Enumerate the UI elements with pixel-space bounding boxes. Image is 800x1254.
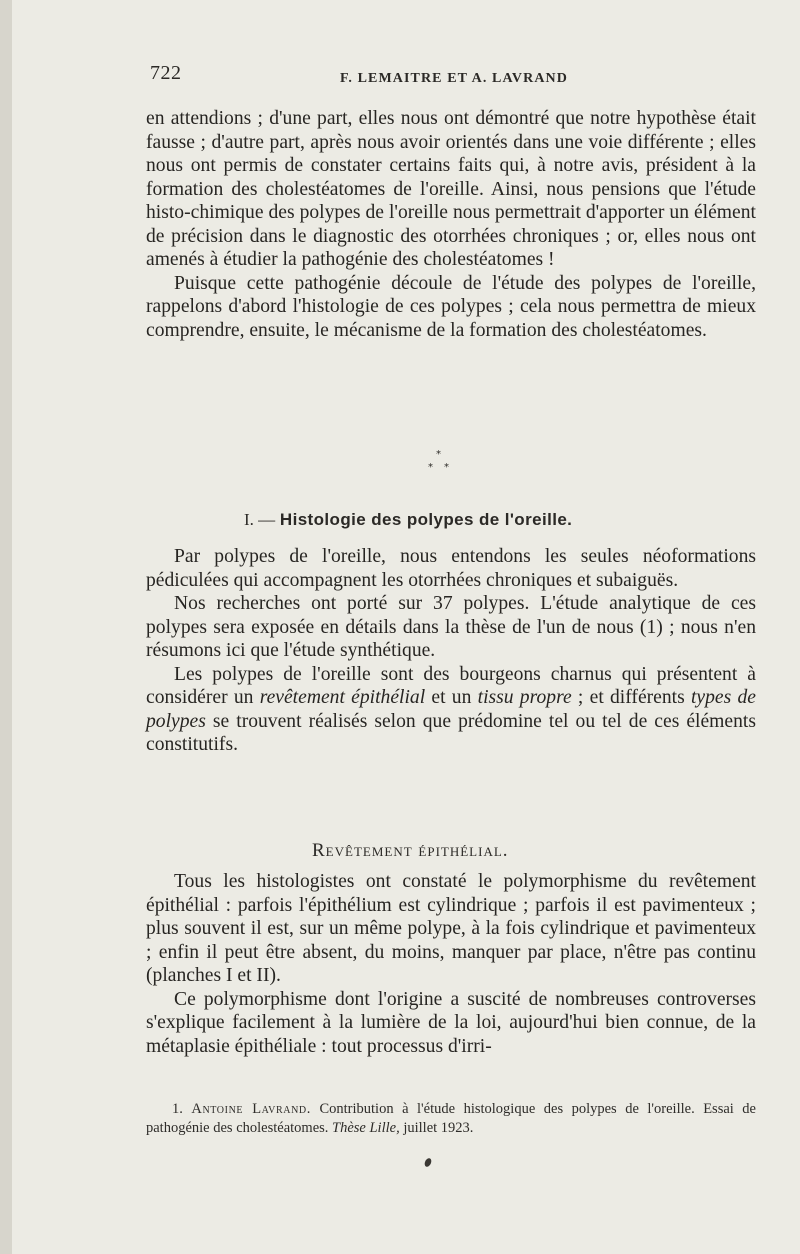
section-title: Histologie des polypes de l'oreille. — [279, 510, 573, 529]
paragraph: en attendions ; d'une part, elles nous ont démontré que notre hypothèse était fausse ; d'autre part, après nous avoir orientés dans une voie différente ; elles nous ont permis de constater certains faits qui, à notre avis, président à la formation des cholestéatomes de l'oreille. Ainsi, nous pensions que l'étude histo-chimique des polypes de l'oreille nous permettrait d'apporter un élément de précision dans le diagnostic des otorrhées chroniques ; or, elles nous ont amenés à étudier la pathogénie des cholestéatomes ! — [146, 108, 756, 270]
paragraph: Nos recherches ont porté sur 37 polypes. L'étude analytique de ces polypes sera exposée en détails dans la thèse de l'un de nous (1) ; nous n'en résumons ici que l'étude synthétique. — [146, 593, 756, 661]
text-run: et un — [425, 687, 478, 708]
italic-term: tissu propre — [477, 687, 572, 708]
text-block-epithelium — [146, 870, 756, 1058]
asterism-star: * — [444, 462, 449, 473]
paragraph: Ce polymorphisme dont l'origine a suscité de nombreuses controverses s'explique facilement à la lumière de la loi, aujourd'hui bien connue, de la métaplasie épithéliale : tout processus d'irri- — [146, 988, 756, 1057]
ink-speck — [423, 1157, 432, 1168]
footnote-text — [146, 1100, 756, 1138]
paragraph — [146, 663, 756, 757]
running-head: F. LEMAITRE ET A. LAVRAND — [340, 71, 568, 86]
page-edge-shadow — [0, 0, 12, 1254]
asterism-star: * — [428, 462, 433, 473]
footnote-date: juillet 1923. — [399, 1120, 474, 1136]
footnote-italic: Thèse Lille, — [332, 1120, 400, 1136]
text-run: Les polypes de l'oreille sont des bourgeons charnus qui présentent à considérer un — [146, 663, 756, 708]
italic-term: revêtement épithélial — [259, 687, 426, 708]
footnote-number: 1. — [172, 1101, 183, 1117]
text-run: ; et différents — [571, 687, 691, 708]
section-heading — [244, 510, 572, 530]
paragraph: Par polypes de l'oreille, nous entendons les seules néoformations pédiculées qui accompagnent les otorrhées chroniques et subaiguës. — [146, 546, 756, 591]
footnote-title: Contribution à l'étude histologique des polypes de l'oreille. Essai de pathogénie des cholestéatomes. — [146, 1101, 756, 1136]
text-run: se trouvent réalisés selon que prédomine tel ou tel de ces éléments constitutifs. — [146, 710, 756, 755]
section-number: I. — — [244, 510, 276, 529]
footnote-author: Antoine Lavrand. — [191, 1101, 311, 1117]
paragraph: Tous les histologistes ont constaté le polymorphisme du revêtement épithélial : parfois l'épithélium est cylindrique ; parfois il est pavimenteux ; plus souvent il est, sur un même polype, à la fois cylindrique et pavimenteux ; enfin il peut être absent, du moins, manquer par place, n'être pas continu (planches I et II). — [146, 871, 756, 986]
page-number: 722 — [150, 62, 182, 84]
page-header — [150, 62, 670, 92]
paragraph: Puisque cette pathogénie découle de l'étude des polypes de l'oreille, rappelons d'abord l'histologie de ces polypes ; cela nous permettra de mieux comprendre, ensuite, le mécanisme de la formation des cholestéatomes. — [146, 272, 756, 341]
text-block-histology — [146, 545, 756, 757]
italic-term: types de polypes — [146, 687, 756, 732]
subsection-heading: Revêtement épithélial. — [312, 840, 509, 861]
asterism-separator — [425, 450, 455, 480]
text-block-intro — [146, 107, 756, 342]
footnote — [146, 1100, 756, 1138]
asterism-star: * — [436, 449, 441, 460]
